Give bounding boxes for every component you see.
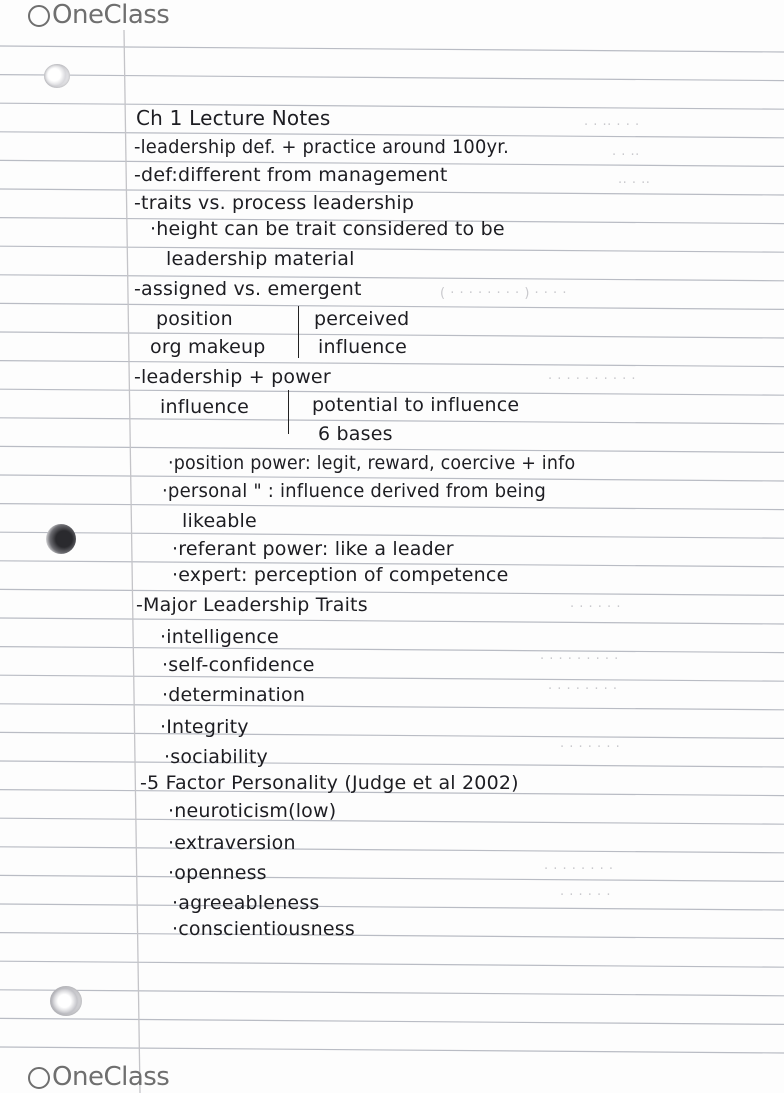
note-line: -leadership + power xyxy=(134,366,331,388)
rule-line xyxy=(0,990,784,996)
bleed-through-text: · · ·· xyxy=(612,148,640,163)
note-line: influence xyxy=(160,396,249,418)
note-line: perceived xyxy=(314,308,410,330)
note-line: ·intelligence xyxy=(160,626,279,648)
note-line: ·openness xyxy=(168,862,267,884)
rule-line xyxy=(0,504,784,510)
note-line: influence xyxy=(318,336,407,358)
bleed-through-text: · · · · · · xyxy=(570,600,621,615)
note-line: ·Integrity xyxy=(160,716,249,738)
note-line: ·sociability xyxy=(164,746,268,768)
rule-line xyxy=(0,961,784,967)
brand-text-bottom: OneClass xyxy=(52,1062,170,1092)
note-line: -leadership def. + practice around 100yr. xyxy=(134,136,510,158)
note-line: ·neuroticism(low) xyxy=(168,800,337,822)
note-line: potential to influence xyxy=(312,394,520,416)
column-divider xyxy=(298,306,299,358)
note-line: ·determination xyxy=(162,684,306,706)
note-line: likeable xyxy=(182,510,257,532)
rule-line xyxy=(0,103,784,109)
note-line: ·personal " : influence derived from being xyxy=(162,480,547,502)
note-line: -Major Leadership Traits xyxy=(136,594,368,616)
note-line: ·referant power: like a leader xyxy=(172,538,454,560)
rule-line xyxy=(0,704,784,710)
note-line: ·expert: perception of competence xyxy=(172,564,509,586)
bleed-through-text: · · · · · · · xyxy=(560,740,621,755)
note-line: ·conscientiousness xyxy=(172,918,355,940)
rule-line xyxy=(0,1047,784,1053)
oneclass-logo-bottom xyxy=(28,1062,169,1092)
bleed-through-text: · · · · · · · · xyxy=(548,682,618,697)
rule-line xyxy=(0,732,784,738)
bleed-through-text: ·· · ·· xyxy=(618,176,651,191)
bleed-through-text: · · · · · · · · · · xyxy=(548,372,637,387)
rule-line xyxy=(0,875,784,881)
note-line: 6 bases xyxy=(318,423,393,445)
rule-line xyxy=(0,933,784,939)
note-line: -assigned vs. emergent xyxy=(134,278,362,300)
oneclass-logo-top xyxy=(28,0,169,30)
bleed-through-text: · · · · · · xyxy=(560,888,611,903)
note-line: ·agreeableness xyxy=(172,892,320,914)
rule-line xyxy=(0,675,784,681)
rule-line xyxy=(0,847,784,853)
rule-line xyxy=(0,818,784,824)
note-line: ·position power: legit, reward, coercive + info xyxy=(168,452,576,474)
rule-line xyxy=(0,589,784,595)
notes-title: Ch 1 Lecture Notes xyxy=(136,106,331,130)
note-line: org makeup xyxy=(150,336,266,358)
rule-line xyxy=(0,275,784,281)
rule-line xyxy=(0,246,784,252)
rule-line xyxy=(0,618,784,624)
note-line: position xyxy=(156,308,233,330)
rule-line xyxy=(0,361,784,367)
logo-ring-icon xyxy=(28,1067,50,1089)
rule-line xyxy=(0,46,784,52)
note-line: leadership material xyxy=(166,248,355,270)
rule-line xyxy=(0,1018,784,1024)
rule-line xyxy=(0,647,784,653)
bleed-through-text: ( · · · · · · · · ) · · · · xyxy=(440,286,567,301)
column-divider xyxy=(288,390,289,434)
note-line: ·self-confidence xyxy=(162,654,315,676)
punch-hole-middle xyxy=(46,524,76,554)
note-line: -traits vs. process leadership xyxy=(134,192,415,214)
note-line: -def:different from management xyxy=(134,164,448,186)
bleed-through-text: · · ·· · · · xyxy=(584,118,640,133)
note-line: ·height can be trait considered to be xyxy=(150,218,505,240)
rule-line xyxy=(0,761,784,767)
punch-hole-top xyxy=(44,64,70,88)
rule-line xyxy=(0,904,784,910)
logo-ring-icon xyxy=(28,5,50,27)
brand-text-top: OneClass xyxy=(52,0,170,30)
note-line: -5 Factor Personality (Judge et al 2002) xyxy=(140,772,519,794)
bleed-through-text: · · · · · · · · · xyxy=(540,652,619,667)
rule-line xyxy=(0,75,784,81)
bleed-through-text: · · · · · · · · xyxy=(544,862,614,877)
punch-hole-bottom xyxy=(50,986,82,1016)
note-line: ·extraversion xyxy=(168,832,296,854)
